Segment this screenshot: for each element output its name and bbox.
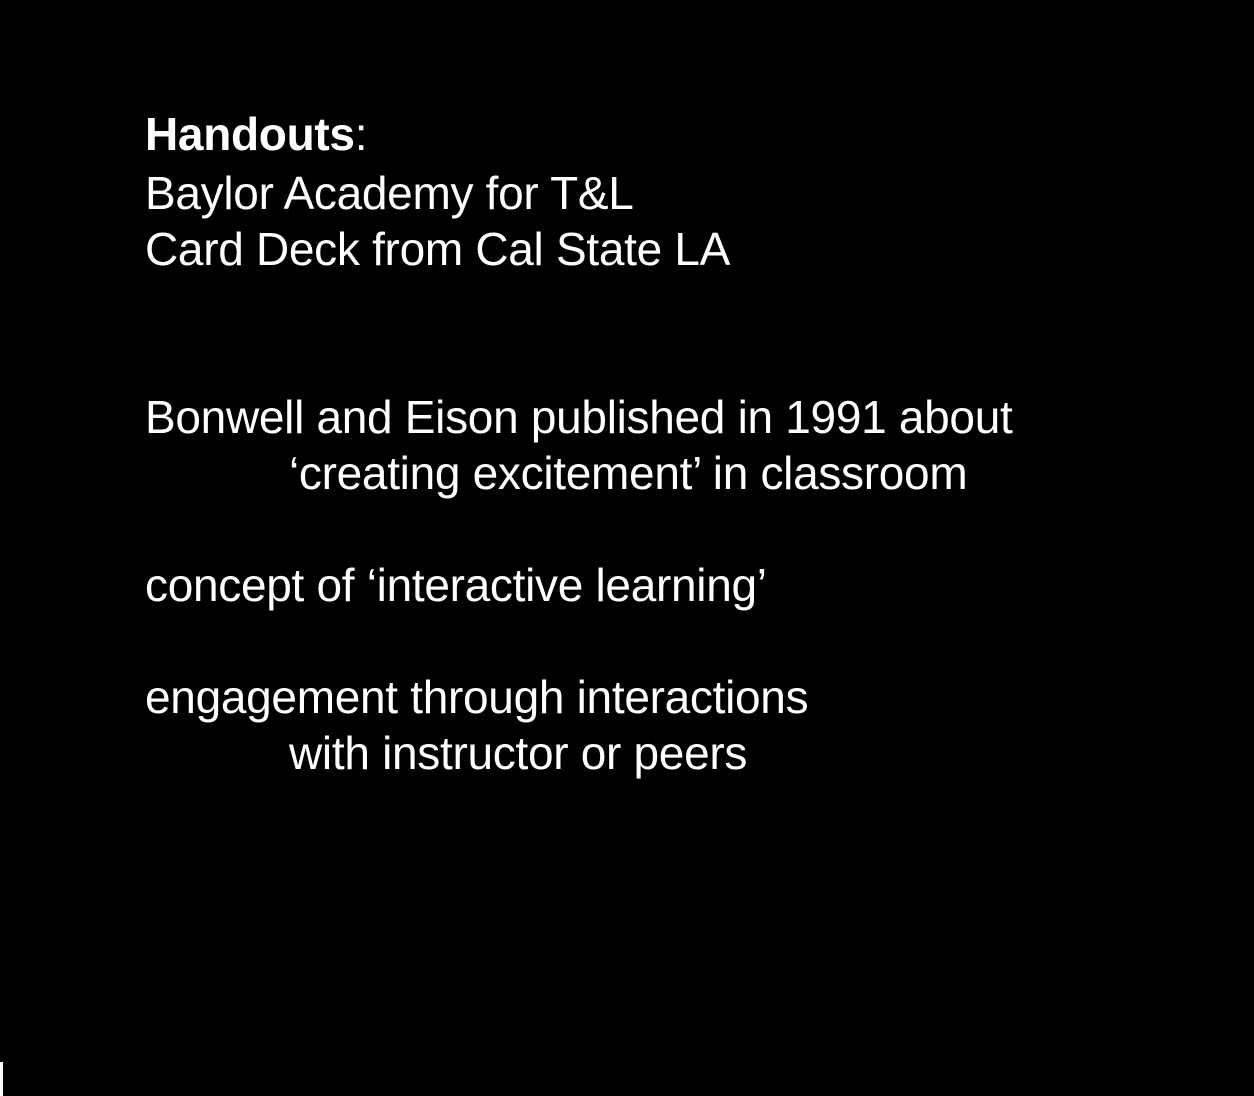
edge-mark xyxy=(0,1062,3,1096)
paragraph-bonwell-eison-line1: Bonwell and Eison published in 1991 about xyxy=(145,391,1013,443)
handouts-title-colon: : xyxy=(354,108,368,160)
handout-item-card-deck: Card Deck from Cal State LA xyxy=(145,223,731,275)
handouts-title: Handouts xyxy=(145,108,355,160)
paragraph-bonwell-eison-line2: ‘creating excitement’ in classroom xyxy=(289,447,968,499)
paragraph-engagement-line2: with instructor or peers xyxy=(289,727,748,779)
paragraph-interactive-learning: concept of ‘interactive learning’ xyxy=(145,559,767,611)
handouts-heading xyxy=(145,106,367,162)
paragraph-engagement-line1: engagement through interactions xyxy=(145,671,809,723)
handout-item-baylor: Baylor Academy for T&L xyxy=(145,167,634,219)
